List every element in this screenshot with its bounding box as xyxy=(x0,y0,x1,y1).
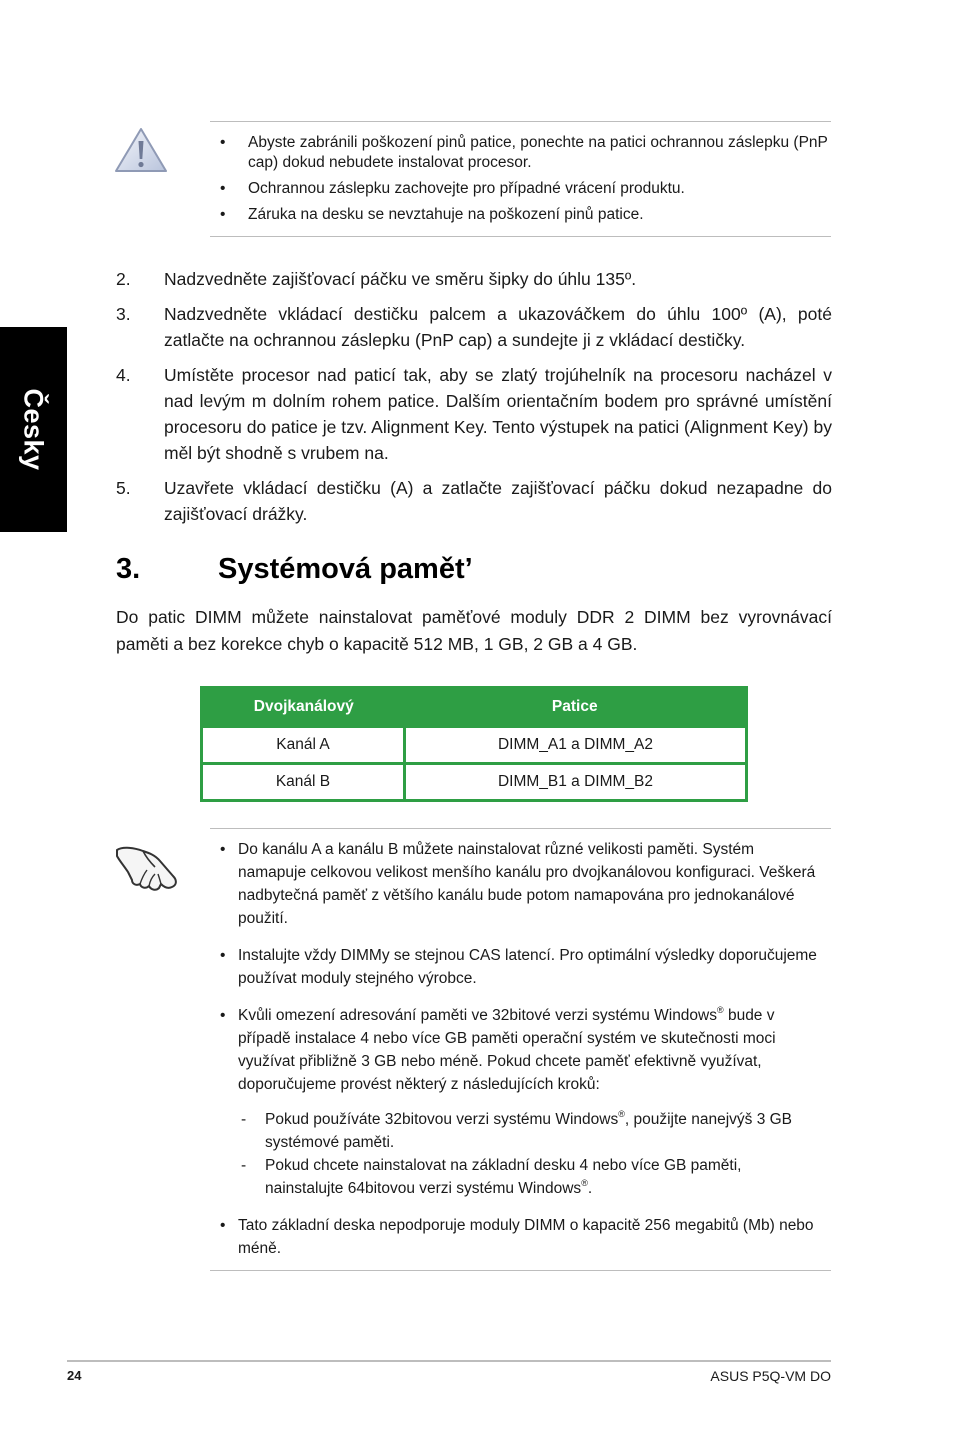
note-item: • Do kanálu A a kanálu B můžete nainstalovat různé velikosti paměti. Systém namapuje celkovou velikost menšího kanálu pro dvojkanálovou konfiguraci. Veškerá nadbytečná paměť z většího kanálu bude potom namapována pro jednokanálové použití. xyxy=(220,838,820,930)
step-number: 3. xyxy=(116,304,131,324)
step-text: Umístěte procesor nad paticí tak, aby se zlatý trojúhelník na procesoru nacházel v nad levým m dolním rohem patice. Dalším orientačním bodem pro správné umístění procesoru do patice je tzv. Alignment Key. Tento výstupek na patici (Alignment Key) by měl být shodně s vrubem na. xyxy=(164,365,832,463)
step-text: Nadzvedněte zajišťovací páčku ve směru šipky do úhlu 135º. xyxy=(164,269,637,289)
step-item xyxy=(116,475,832,527)
section-heading xyxy=(116,553,473,586)
registered-mark: ® xyxy=(717,1004,724,1015)
table-header: Patice xyxy=(405,688,747,727)
section-title: Systémová pamět’ xyxy=(218,553,473,585)
note-text: Pokud používáte 32bitovou verzi systému Windows xyxy=(265,1111,619,1128)
product-name: ASUS P5Q-VM DO xyxy=(710,1368,831,1384)
language-tab xyxy=(0,327,67,532)
step-number: 2. xyxy=(116,269,131,289)
caution-item: • Záruka na desku se nevztahuje na poškození pinů patice. xyxy=(220,205,835,225)
step-text: Uzavřete vkládací destičku (A) a zatlačte zajišťovací páčku dokud nezapadne do zajišťovací drážky. xyxy=(164,478,832,524)
step-item xyxy=(116,266,832,292)
language-tab-label: Česky xyxy=(19,388,50,471)
note-sub-list xyxy=(238,1108,820,1200)
note-item xyxy=(220,1004,820,1200)
table-header-row xyxy=(202,688,747,727)
pointing-hand-icon xyxy=(113,838,181,892)
caution-item: • Abyste zabránili poškození pinů patice, ponechte na patici ochrannou záslepku (PnP cap) dokud nebudete instalovat procesor. xyxy=(220,133,835,173)
step-item xyxy=(116,362,832,466)
note-item: • Tato základní deska nepodporuje moduly DIMM o kapacitě 256 megabitů (Mb) nebo méně. xyxy=(220,1214,820,1260)
table-header: Dvojkanálový xyxy=(202,688,405,727)
table-row xyxy=(202,727,747,764)
table-cell: DIMM_A1 a DIMM_A2 xyxy=(405,727,747,764)
step-number: 4. xyxy=(116,365,131,385)
caution-list xyxy=(220,133,835,225)
section-number: 3. xyxy=(116,553,141,585)
table-cell: Kanál A xyxy=(202,727,405,764)
note-item: • Instalujte vždy DIMMy se stejnou CAS latencí. Pro optimální výsledky doporučujeme používat moduly stejného výrobce. xyxy=(220,944,820,990)
note-text: . xyxy=(587,1180,593,1197)
note-text: bude v případě instalace 4 nebo více GB paměti operační systém ve skutečnosti moci využívat přibližně 3 GB nebo méně. Pokud chcete paměť efektivně využívat, doporučujeme provést některý z následujících kroků: xyxy=(238,1007,776,1093)
page-number: 24 xyxy=(67,1368,82,1383)
note-text: Pokud chcete nainstalovat na základní desku 4 nebo více GB paměti, nainstalujte 64bitovou verzi systému Windows xyxy=(265,1157,742,1197)
footer-divider xyxy=(67,1360,831,1362)
note-sub-item xyxy=(238,1154,820,1200)
table-cell: Kanál B xyxy=(202,764,405,801)
note-text: Kvůli omezení adresování paměti ve 32bitové verzi systému Windows xyxy=(238,1007,717,1024)
caution-item: • Ochrannou záslepku zachovejte pro případné vrácení produktu. xyxy=(220,179,835,199)
dimm-channel-table xyxy=(200,686,748,802)
step-item xyxy=(116,301,832,353)
table-cell: DIMM_B1 a DIMM_B2 xyxy=(405,764,747,801)
note-text: , použijte nanejvýš 3 GB systémové paměti. xyxy=(265,1111,793,1151)
installation-steps xyxy=(116,266,832,536)
step-number: 5. xyxy=(116,478,131,498)
registered-mark: ® xyxy=(581,1177,588,1188)
step-text: Nadzvedněte vkládací destičku palcem a ukazováčkem do úhlu 100º (A), poté zatlačte na ochrannou záslepku (PnP cap) a sundejte ji z vkládací destičky. xyxy=(164,304,832,350)
registered-mark: ® xyxy=(618,1108,625,1119)
note-sub-item xyxy=(238,1108,820,1154)
warning-triangle-icon xyxy=(113,126,169,174)
section-intro: Do patic DIMM můžete nainstalovat paměťové moduly DDR 2 DIMM bez vyrovnávací paměti a bez korekce chyb o kapacitě 512 MB, 1 GB, 2 GB a 4 GB. xyxy=(116,607,832,654)
table-row xyxy=(202,764,747,801)
note-list xyxy=(220,838,820,1274)
